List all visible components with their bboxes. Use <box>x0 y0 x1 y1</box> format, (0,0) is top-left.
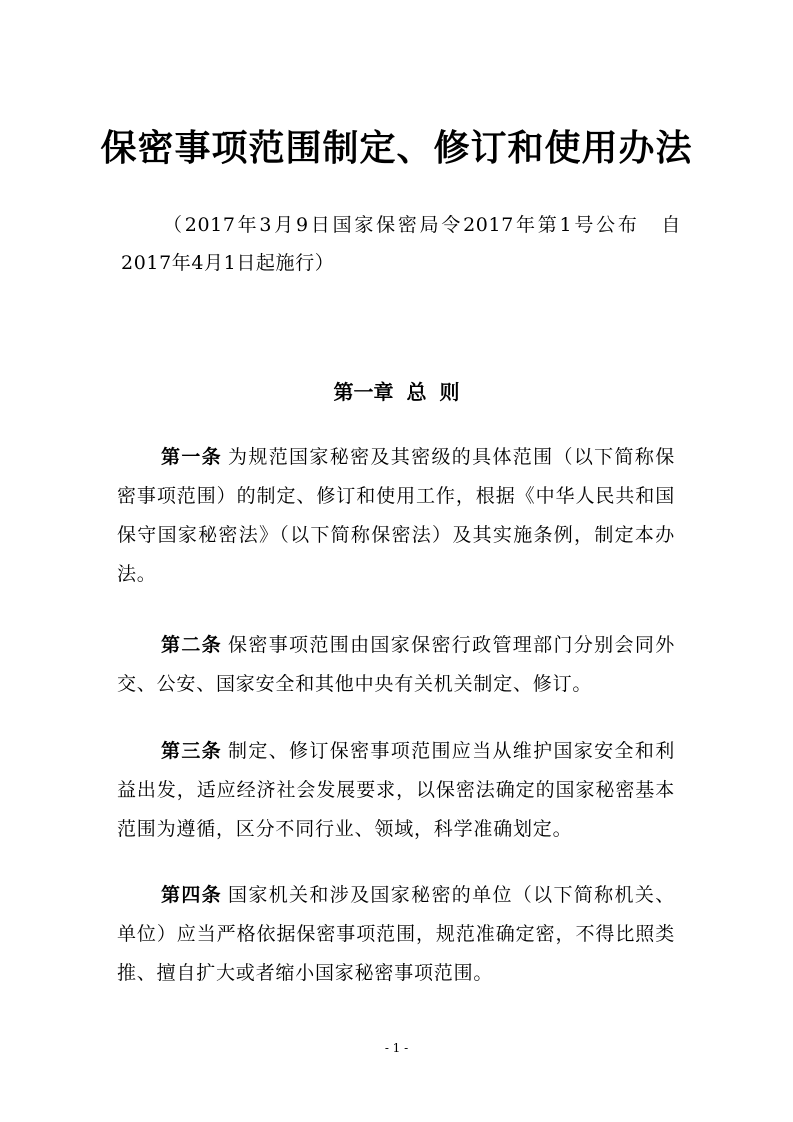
promulgation-note: （2017年3月9日国家保密局令2017年第1号公布 自2017年4月1日起施行） <box>121 214 681 274</box>
article-3 <box>117 732 675 849</box>
page-number: - 1 - <box>384 1041 409 1055</box>
chapter-label: 第一章 <box>333 380 394 404</box>
article-2-text: 保密事项范围由国家保密行政管理部门分别会同外交、公安、国家安全和其他中央有关机关制定、修订。 <box>117 634 675 695</box>
chapter-name-part1: 总 <box>406 380 427 404</box>
article-1 <box>117 438 675 594</box>
article-2-label: 第二条 <box>161 634 223 656</box>
document-title: 保密事项范围制定、修订和使用办法 <box>100 127 693 169</box>
article-1-label: 第一条 <box>161 446 223 468</box>
article-1-text: 为规范国家秘密及其密级的具体范围（以下简称保密事项范围）的制定、修订和使用工作，根据《中华人民共和国保守国家秘密法》（以下简称保密法）及其实施条例，制定本办法。 <box>117 446 675 585</box>
article-2 <box>117 626 675 704</box>
article-3-label: 第三条 <box>161 740 223 762</box>
chapter-name-part2: 则 <box>439 380 460 404</box>
article-4 <box>117 876 675 993</box>
article-4-text: 国家机关和涉及国家秘密的单位（以下简称机关、单位）应当严格依据保密事项范围，规范准确定密，不得比照类推、擅自扩大或者缩小国家秘密事项范围。 <box>117 884 675 984</box>
article-3-text: 制定、修订保密事项范围应当从维护国家安全和利益出发，适应经济社会发展要求，以保密法确定的国家秘密基本范围为遵循，区分不同行业、领域，科学准确划定。 <box>117 740 675 840</box>
chapter-heading <box>0 372 793 412</box>
article-4-label: 第四条 <box>161 884 223 906</box>
